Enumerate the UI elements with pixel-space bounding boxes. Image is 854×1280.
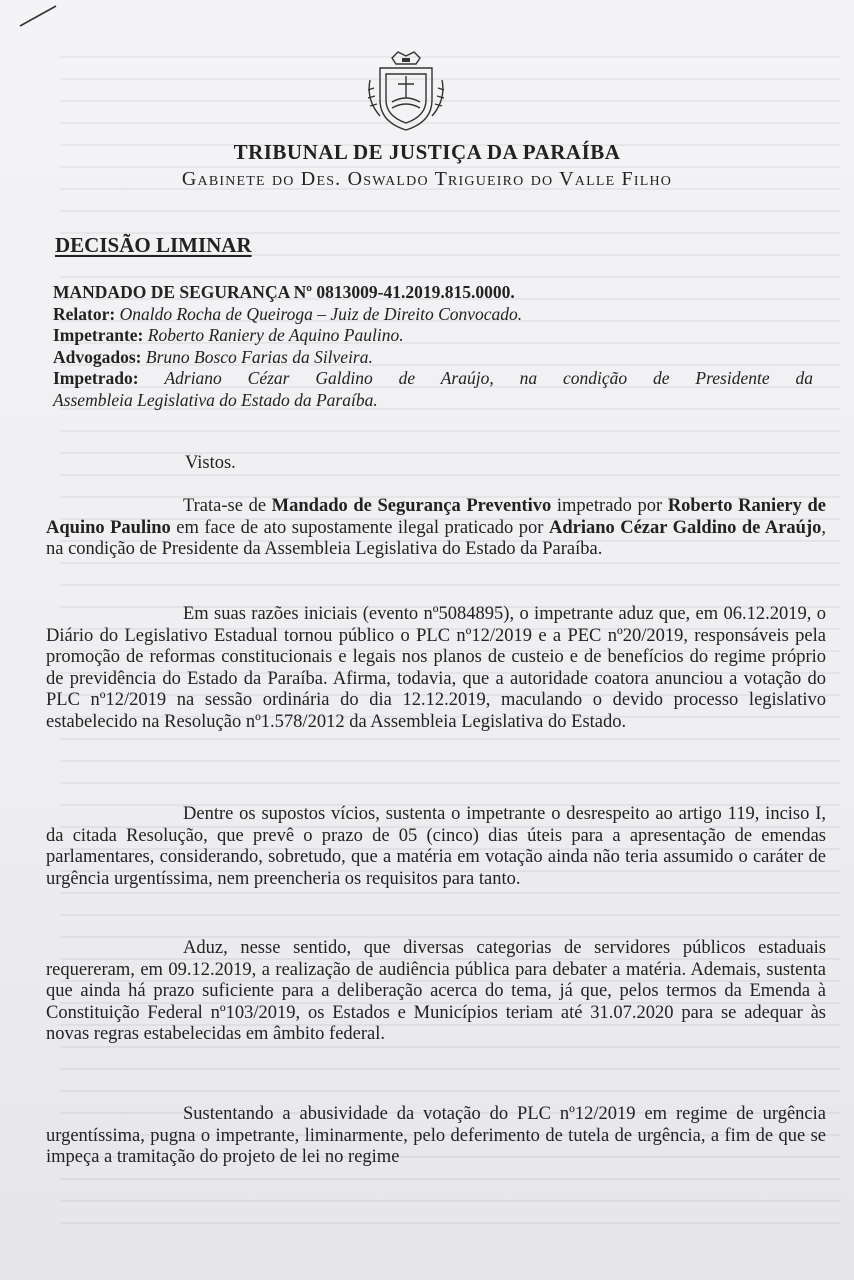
cabinet-name: Gabinete do Des. Oswaldo Trigueiro do Valle Filho bbox=[181, 168, 673, 190]
paragraph-4: Aduz, nesse sentido, que diversas categorias de servidores públicos estaduais requereram, em 09.12.2019, a realização de audiência pública para debater a matéria. Ademais, sustenta que ainda há prazo suficiente para a deliberação acerca do tema, já que, pelos termos da Emenda à Constituição Federal nº103/2019, os Estados e Municípios teriam até 31.07.2020 para se adequar às novas regras estabelecidas em âmbito federal. bbox=[46, 938, 826, 1045]
document-title: DECISÃO LIMINAR bbox=[55, 233, 252, 257]
relator-line: Relator: Onaldo Rocha de Queiroga – Juiz de Direito Convocado. bbox=[53, 303, 523, 324]
case-metadata bbox=[53, 282, 813, 411]
paragraph-1: Trata-se de Mandado de Segurança Preventivo impetrado por Roberto Raniery de Aquino Paulino em face de ato supostamente ilegal praticado por Adriano Cézar Galdino de Araújo, na condição de Presidente da Assembleia Legislativa do Estado da Paraíba. bbox=[46, 496, 826, 560]
vistos-text: Vistos. bbox=[185, 453, 236, 473]
paragraph-3: Dentre os supostos vícios, sustenta o impetrante o desrespeito ao artigo 119, inciso I, da citada Resolução, que prevê o prazo de 05 (cinco) dias úteis para a apresentação de emendas parlamentares, considerando, sobretudo, que a matéria em votação ainda não teria assumido o caráter de urgência urgentíssima, nem preencheria os requisitos para tanto. bbox=[46, 804, 826, 889]
pen-stroke-mark bbox=[18, 4, 58, 28]
court-name: TRIBUNAL DE JUSTIÇA DA PARAÍBA bbox=[233, 140, 621, 164]
court-coat-of-arms-icon bbox=[362, 50, 450, 134]
impetrado-line: Impetrado: Adriano Cézar Galdino de Araújo, na condição de Presidente da bbox=[53, 368, 813, 388]
case-number: MANDADO DE SEGURANÇA Nº 0813009-41.2019.815.0000. bbox=[53, 282, 515, 302]
paragraph-5: Sustentando a abusividade da votação do PLC nº12/2019 em regime de urgência urgentíssima, pugna o impetrante, liminarmente, pelo deferimento de tutela de urgência, a fim de que se impeça a tramitação do projeto de lei no regime bbox=[46, 1104, 826, 1168]
advogados-line: Advogados: Bruno Bosco Farias da Silveira. bbox=[53, 346, 373, 367]
impetrado-line-2: Assembleia Legislativa do Estado da Paraíba. bbox=[53, 389, 378, 410]
paragraph-2: Em suas razões iniciais (evento nº5084895), o impetrante aduz que, em 06.12.2019, o Diário do Legislativo Estadual tornou público o PLC nº12/2019 e a PEC nº20/2019, responsáveis pela promoção de reformas constitucionais e legais nos planos de custeio e de benefícios do regime próprio de previdência do Estado da Paraíba. Afirma, todavia, que a autoridade coatora anunciou a votação do PLC nº12/2019 na sessão ordinária do dia 12.12.2019, maculando o devido processo legislativo estabelecido na Resolução nº1.578/2012 da Assembleia Legislativa do Estado. bbox=[46, 604, 826, 732]
impetrante-line: Impetrante: Roberto Raniery de Aquino Paulino. bbox=[53, 325, 404, 345]
